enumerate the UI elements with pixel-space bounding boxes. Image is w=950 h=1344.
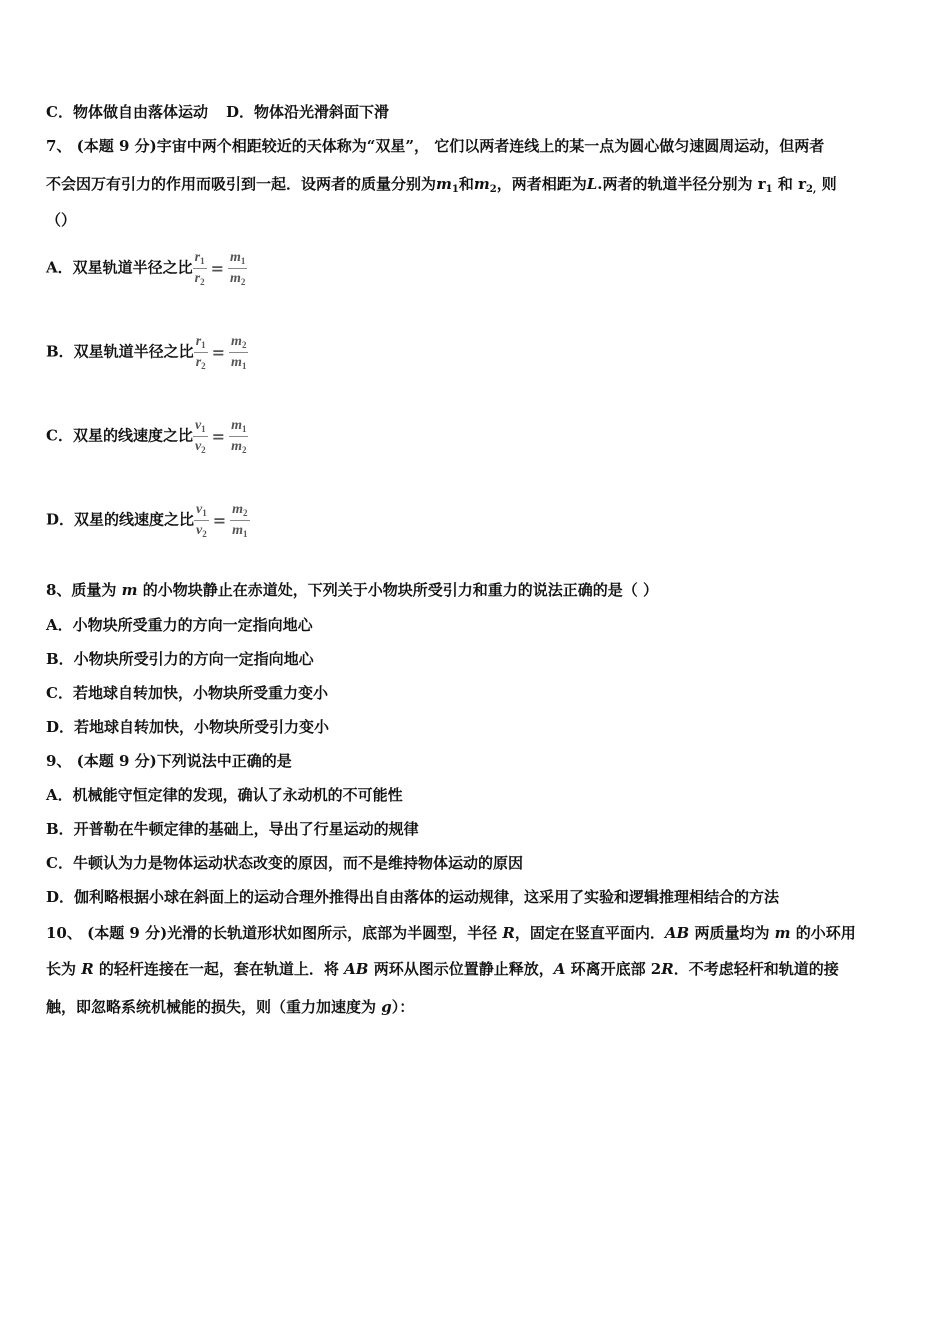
q8-text: 的小物块静止在赤道处，下列关于小物块所受引力和重力的说法正确的是（ ）: [137, 581, 658, 599]
option-label: C．双星的线速度之比: [46, 426, 193, 445]
q7-option-d: [46, 502, 250, 539]
ratio-fraction: $\frac{m_1}{m_2}$: [230, 250, 246, 287]
q8-stem: [46, 580, 658, 600]
equals-sign: =: [211, 342, 226, 362]
ratio-fraction: $\frac{v_1}{v_2}$: [196, 502, 207, 539]
var-r: r: [798, 175, 806, 193]
equals-sign: =: [211, 426, 226, 446]
sub-1: 1: [451, 184, 459, 195]
equals-sign: =: [210, 258, 224, 278]
q7-option-a: [46, 250, 247, 287]
q10-text: 10、 (本题 9 分)光滑的长轨道形状如图所示，底部为半圆型，半径: [46, 924, 503, 942]
q7-text: 和: [772, 175, 799, 193]
q10-text: 的轻杆连接在一起，套在轨道上．将: [93, 960, 345, 978]
q10-stem-line2: [46, 959, 839, 979]
q10-stem-line3: [46, 997, 414, 1017]
var-AB: AB: [664, 924, 690, 942]
var-R: R: [81, 960, 94, 978]
sub-2: 2,: [805, 184, 817, 195]
q8-option-d: D．若地球自转加快，小物块所受引力变小: [46, 718, 330, 736]
q7-text: ，两者相距为: [496, 175, 587, 193]
q10-stem-line1: [46, 923, 856, 943]
var-A: A: [553, 960, 566, 978]
var-m: m: [774, 924, 791, 942]
q7-stem-line2: [46, 174, 837, 194]
q9-option-b: B．开普勒在牛顿定律的基础上，导出了行星运动的规律: [46, 820, 419, 838]
q8-option-c: C．若地球自转加快，小物块所受重力变小: [46, 684, 328, 702]
q7-text: 则: [816, 175, 837, 193]
q7-answer-paren: （）: [46, 211, 77, 229]
q9-option-a: A．机械能守恒定律的发现，确认了永动机的不可能性: [46, 786, 403, 804]
equals-sign: =: [212, 510, 227, 530]
var-m: m: [473, 175, 490, 193]
q7-stem-line1: 7、 (本题 9 分)宇宙中两个相距较近的天体称为“双星”， 它们以两者连线上的某一点为圆心做匀速圆周运动，但两者: [46, 137, 825, 155]
q9-option-c: C．牛顿认为力是物体运动状态改变的原因，而不是维持物体运动的原因: [46, 854, 523, 872]
ratio-fraction: $\frac{m_2}{m_1}$: [231, 334, 247, 371]
option-label: D．双星的线速度之比: [46, 510, 195, 529]
ratio-fraction: $\frac{r_1}{r_2}$: [195, 334, 206, 371]
q7-option-b: [46, 334, 248, 371]
q6-options-line: [46, 102, 389, 122]
q10-text: 环离开底部 2: [565, 960, 662, 978]
q10-text: 两环从图示位置静止释放，: [368, 960, 554, 978]
q7-text: 不会因万有引力的作用而吸引到一起．设两者的质量分别为: [46, 175, 437, 193]
ratio-fraction: $\frac{m_1}{m_2}$: [231, 418, 247, 455]
q10-text: 长为: [46, 960, 82, 978]
q6-option-d: D．物体沿光滑斜面下滑: [225, 103, 389, 121]
q8-option-b: B．小物块所受引力的方向一定指向地心: [46, 650, 314, 668]
var-r: r: [757, 175, 766, 193]
ratio-fraction: $\frac{v_1}{v_2}$: [194, 418, 206, 455]
var-L: L: [586, 175, 598, 193]
q10-text: ）：: [391, 998, 415, 1016]
q7-text: 和: [458, 175, 474, 193]
q10-text: ，固定在竖直平面内．: [514, 924, 665, 942]
sub-1: 1: [765, 184, 773, 195]
q10-text: 触，即忽略系统机械能的损失，则（重力加速度为: [46, 998, 382, 1016]
var-AB: AB: [344, 960, 369, 978]
q10-text: ．不考虑轻杆和轨道的接: [673, 960, 839, 978]
var-R: R: [502, 924, 515, 942]
q10-text: 的小环用: [790, 924, 856, 942]
q6-option-c: C．物体做自由落体运动: [46, 103, 208, 121]
q9-stem: 9、 (本题 9 分)下列说法中正确的是: [46, 752, 292, 770]
var-m: m: [436, 175, 452, 193]
ratio-fraction: $\frac{r_1}{r_2}$: [194, 250, 205, 287]
q9-option-d: D．伽利略根据小球在斜面上的运动合理外推得出自由落体的运动规律，这采用了实验和逻辑推理相结合的方法: [46, 888, 780, 906]
var-g: g: [381, 998, 392, 1016]
q8-option-a: A．小物块所受重力的方向一定指向地心: [46, 616, 313, 634]
option-label: B．双星轨道半径之比: [46, 342, 194, 361]
q7-text: .两者的轨道半径分别为: [597, 175, 758, 193]
q8-text: 8、质量为: [46, 581, 122, 599]
var-R: R: [661, 960, 674, 978]
var-m: m: [121, 581, 138, 599]
option-label: A．双星轨道半径之比: [46, 258, 193, 277]
q7-option-c: [46, 418, 248, 455]
ratio-fraction: $\frac{m_2}{m_1}$: [232, 502, 248, 539]
q10-text: 两质量均为: [689, 924, 775, 942]
sub-2: 2: [489, 184, 497, 195]
